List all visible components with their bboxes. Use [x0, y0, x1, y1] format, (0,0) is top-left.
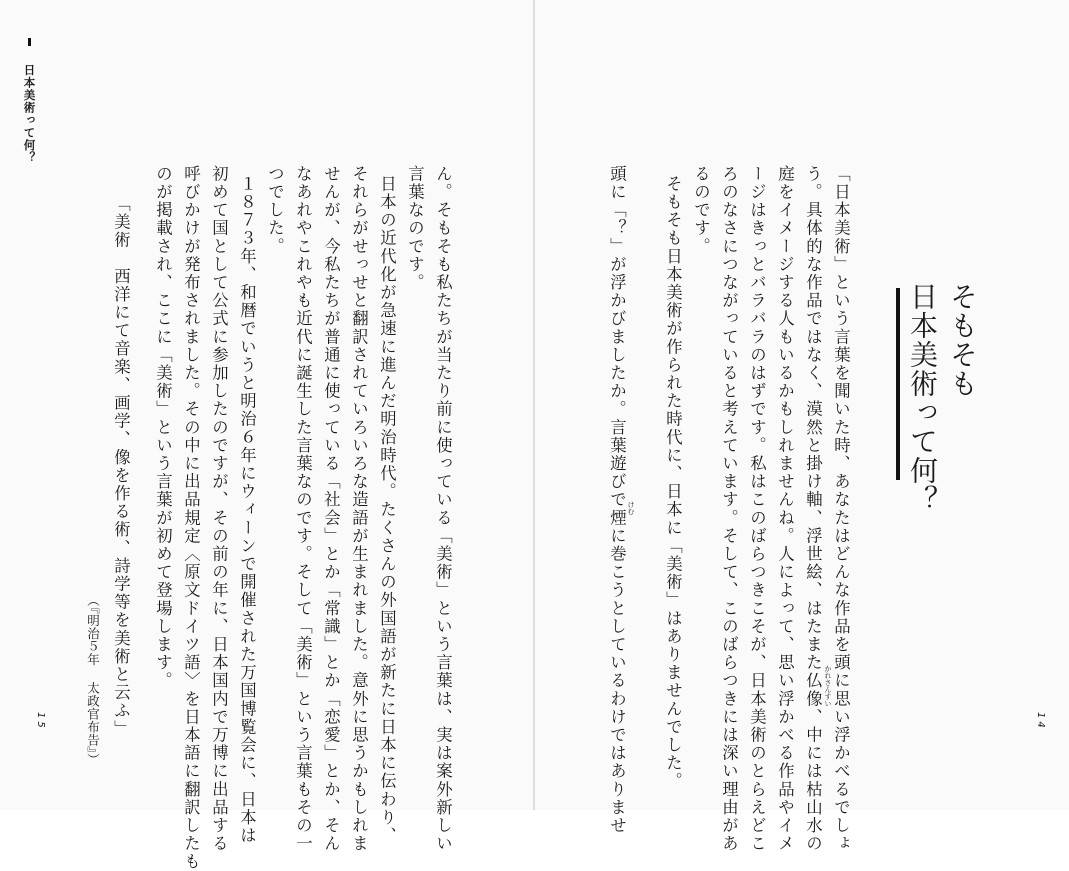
body-column: 言葉なのです。: [405, 165, 425, 292]
quote-source: （『明治５年 太政官布告』）: [85, 594, 101, 766]
body-column: のが掲載され、ここに「美術」という言葉が初めて登場します。: [153, 165, 173, 690]
title-rule: [896, 288, 900, 480]
title-line-2: 日本美術って何？: [906, 282, 939, 514]
left-page: [0, 0, 534, 810]
body-column: なあれやこれやも近代に誕生した言葉なのです。そして「美術」という言葉もその一: [293, 165, 313, 853]
body-column: う。具体的な作品ではなく、漠然と掛け軸、浮世絵、はたまた仏像、中には枯山水の: [803, 165, 823, 853]
quote-column: 「美術 西洋にて音楽、画学、像を作る術、詩学等を美術と云ふ」: [111, 195, 131, 738]
body-column: ん。そもそも私たちが当たり前に使っている「美術」という言葉は、実は案外新しい: [433, 165, 453, 853]
body-column: １８７３年、和暦でいうと明治６年にウィーンで開催された万国博覧会に、日本は: [237, 175, 257, 845]
body-column: 頭に「？」が浮かびましたか。言葉遊びで煙に巻こうとしているわけではありませ: [607, 165, 627, 835]
body-column: ろのなさにつながっていると考えています。そして、このばらつきには深い理由があ: [719, 165, 739, 853]
page-number-right: 14: [1035, 712, 1046, 731]
body-column: 初めて国として公式に参加したのですが、その前の年に、日本国内で万博に出品する: [209, 165, 229, 853]
body-column: 日本の近代化が急速に進んだ明治時代。たくさんの外国語が新たに日本に伝わり、: [377, 175, 397, 845]
chapter-number-mark: [28, 38, 31, 46]
page-number-left: 15: [35, 712, 46, 731]
body-column: それらがせっせと翻訳されていろいろな造語が生まれました。意外に思うかもしれま: [349, 165, 369, 853]
title-line-1: そもそも: [946, 282, 979, 398]
body-column: せんが、今私たちが普通に使っている「社会」とか「常識」とか「恋愛」とか、そん: [321, 165, 341, 853]
body-column: そもそも日本美術が作られた時代に、日本に「美術」はありませんでした。: [663, 175, 683, 791]
body-column: 呼びかけが発布されました。その中に出品規定〈原文ドイツ語〉を日本語に翻訳したも: [181, 165, 201, 871]
body-column: 「日本美術」という言葉を聞いた時、あなたはどんな作品を頭に思い浮かべるでしょ: [831, 165, 851, 853]
ruby-karesansui: かれさんすい: [824, 665, 832, 707]
ruby-kemuri: けむ: [627, 501, 635, 515]
body-column: るのです。: [691, 165, 711, 256]
body-column: つでした。: [265, 165, 285, 256]
body-column: ージはきっとバラバラのはずです。私はこのばらつきこそが、日本美術のとらえどこ: [747, 165, 767, 853]
spine-gutter: [533, 0, 535, 810]
body-column: 庭をイメージする人もいるかもしれませんね。人によって、思い浮かべる作品やイメ: [775, 165, 795, 853]
running-head: 日本美術って何？: [22, 64, 37, 164]
